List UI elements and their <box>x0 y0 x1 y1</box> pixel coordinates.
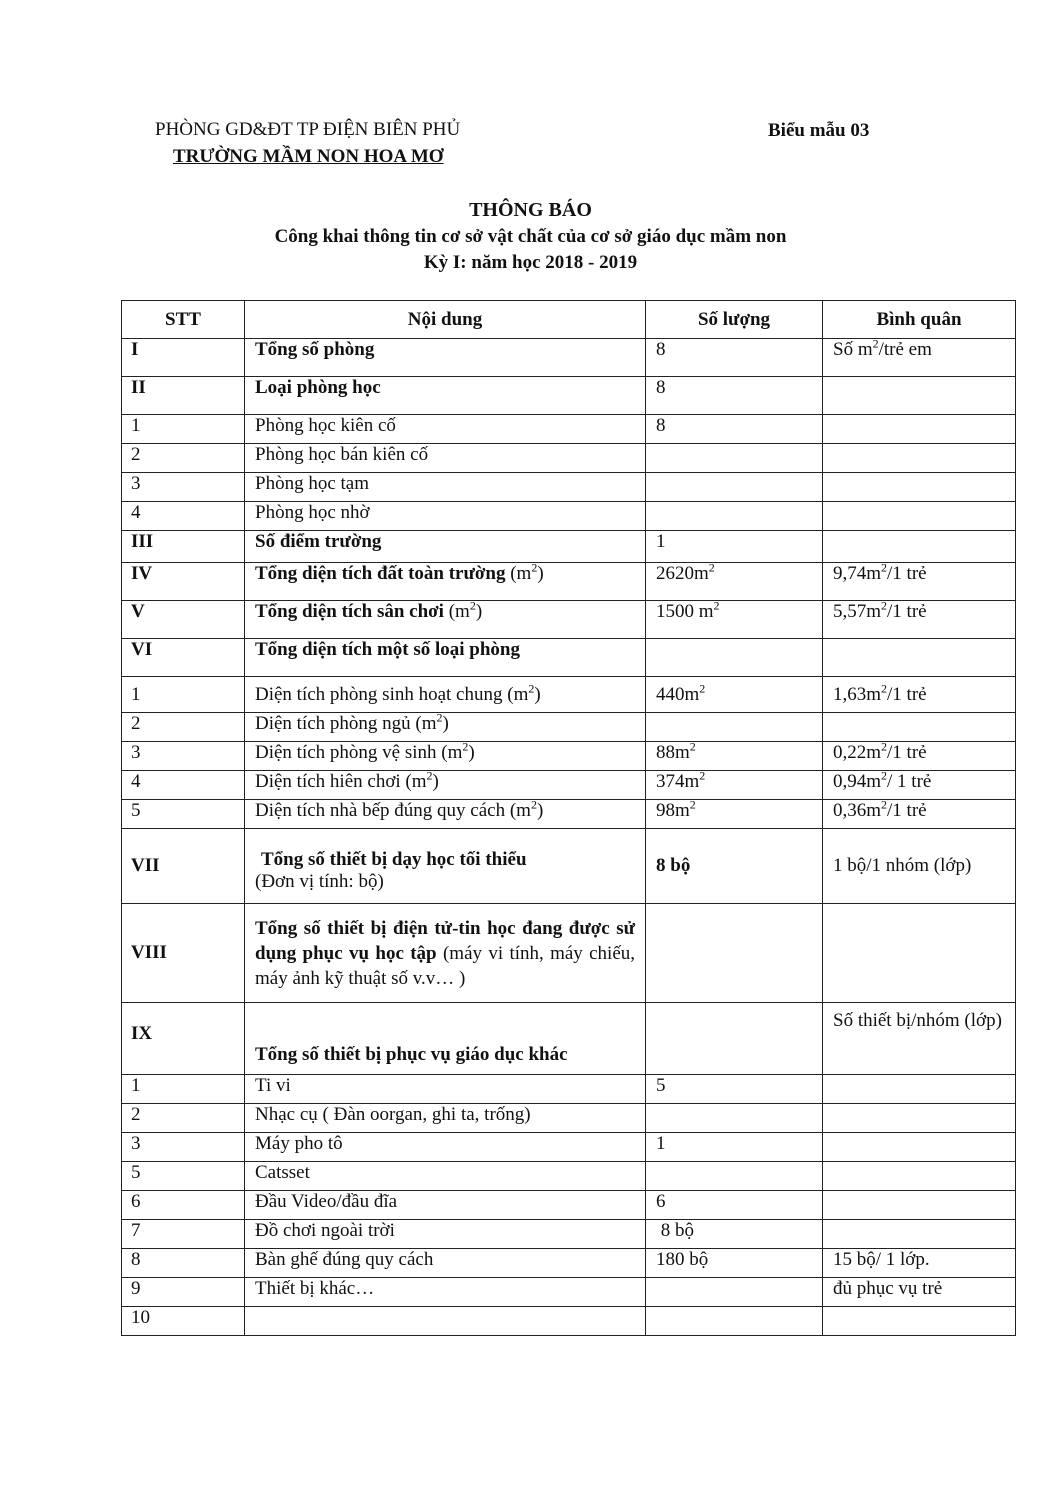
content-sup: 2 <box>436 710 443 725</box>
avg-text: 0,94m <box>833 771 882 792</box>
qty-text: 374m <box>656 771 700 792</box>
avg-text-end: /1 trẻ <box>887 601 927 622</box>
table-row <box>122 1278 1016 1307</box>
row-quantity <box>646 1307 823 1336</box>
content-end: ) <box>468 742 475 763</box>
qty-text: 2620m <box>656 563 709 584</box>
row-content: Đồ chơi ngoài trời <box>245 1220 646 1249</box>
row-quantity <box>646 1104 823 1133</box>
avg-sup: 2 <box>881 681 888 696</box>
row-stt: 4 <box>122 502 245 531</box>
table-row <box>122 1307 1016 1336</box>
table-row <box>122 502 1016 531</box>
unit-text: (m <box>443 601 470 622</box>
table-row <box>122 771 1016 800</box>
row-quantity: 6 <box>646 1191 823 1220</box>
avg-text: Số m <box>833 339 873 360</box>
row-average <box>823 502 1016 531</box>
avg-text-end: /1 trẻ <box>887 563 927 584</box>
table-row <box>122 639 1016 677</box>
table-row <box>122 601 1016 639</box>
content-text: Diện tích hiên chơi (m <box>255 771 427 792</box>
row-stt: 8 <box>122 1249 245 1278</box>
row-stt: 2 <box>122 713 245 742</box>
unit-text: (m <box>505 563 532 584</box>
row-quantity <box>646 677 823 713</box>
row-content <box>245 768 646 800</box>
row-average <box>823 739 1016 771</box>
row-quantity <box>646 473 823 502</box>
row-average <box>823 904 1016 1003</box>
content-note: (Đơn vị tính: bộ) <box>255 871 384 892</box>
row-average <box>823 531 1016 563</box>
qty-sup: 2 <box>699 768 706 783</box>
row-content: Đầu Video/đầu đĩa <box>245 1191 646 1220</box>
row-average <box>823 768 1016 800</box>
qty-text: 98m <box>656 800 690 821</box>
row-content: Phòng học bán kiên cố <box>245 444 646 473</box>
row-quantity <box>646 444 823 473</box>
row-quantity <box>646 904 823 1003</box>
unit-sup: 2 <box>469 598 476 613</box>
row-content: Phòng học tạm <box>245 473 646 502</box>
avg-text: 9,74m <box>833 563 882 584</box>
table-row <box>122 742 1016 771</box>
row-content <box>245 710 646 742</box>
row-stt: 2 <box>122 444 245 473</box>
avg-text-end: / 1 trẻ <box>887 771 932 792</box>
row-stt: V <box>122 601 245 639</box>
unit-end: ) <box>537 563 544 584</box>
row-average <box>823 639 1016 677</box>
table-row <box>122 1104 1016 1133</box>
school-year: Kỳ I: năm học 2018 - 2019 <box>423 252 638 273</box>
row-content: Số điểm trường <box>245 531 646 563</box>
row-average <box>823 473 1016 502</box>
form-label: Biểu mẫu 03 <box>768 120 870 141</box>
unit-sup: 2 <box>531 560 538 575</box>
row-quantity <box>646 768 823 800</box>
row-quantity: 8 <box>646 339 823 377</box>
row-quantity <box>646 1162 823 1191</box>
table-row <box>122 444 1016 473</box>
table-row <box>122 1133 1016 1162</box>
facilities-table <box>121 300 1016 1336</box>
row-average <box>823 1220 1016 1249</box>
row-stt: VII <box>122 829 245 904</box>
row-stt: 4 <box>122 771 245 800</box>
row-average <box>823 1104 1016 1133</box>
content-bold: Tổng số thiết bị dạy học tối thiểu <box>261 849 527 870</box>
content-note: (máy vi tính, máy chiếu, máy ảnh kỹ thuật số v.v… ) <box>255 942 636 989</box>
unit-end: ) <box>475 601 483 622</box>
row-average <box>823 677 1016 713</box>
content-sup: 2 <box>426 768 433 783</box>
content-sup: 2 <box>462 739 469 754</box>
row-average <box>823 1133 1016 1162</box>
header-quantity: Số lượng <box>646 301 823 339</box>
row-average <box>823 598 1016 639</box>
row-quantity <box>646 1003 823 1075</box>
avg-text-end: /trẻ em <box>878 339 932 360</box>
row-average <box>823 797 1016 829</box>
row-content: Bàn ghế đúng quy cách <box>245 1249 646 1278</box>
row-stt: 3 <box>122 742 245 771</box>
row-content: Phòng học nhờ <box>245 502 646 531</box>
avg-text: 5,57m <box>833 601 882 622</box>
row-stt: 3 <box>122 473 245 502</box>
row-stt: 5 <box>122 800 245 829</box>
row-average <box>823 377 1016 415</box>
row-quantity: 8 <box>646 377 823 415</box>
row-content: Nhạc cụ ( Đàn oorgan, ghi ta, trống) <box>245 1104 646 1133</box>
row-content: Catsset <box>245 1162 646 1191</box>
avg-sup: 2 <box>881 739 888 754</box>
row-content <box>245 1307 646 1336</box>
row-quantity: 1 <box>646 1133 823 1162</box>
avg-sup: 2 <box>881 598 888 613</box>
row-quantity <box>646 598 823 639</box>
qty-text: 1500 m <box>656 601 714 622</box>
row-stt: I <box>122 339 245 377</box>
content-bold: Tổng diện tích sân chơi <box>255 601 444 622</box>
school-name: TRƯỜNG MẦM NON HOA MƠ <box>173 146 444 167</box>
row-stt: 5 <box>122 1162 245 1191</box>
row-content <box>245 739 646 771</box>
avg-text: 1,63m <box>833 683 882 705</box>
table-row <box>122 713 1016 742</box>
header-content: Nội dung <box>245 301 646 339</box>
row-content: Thiết bị khác… <box>245 1278 646 1307</box>
avg-text: 0,36m <box>833 800 882 821</box>
row-average <box>823 713 1016 742</box>
row-content: Loại phòng học <box>245 377 646 415</box>
table-row <box>122 415 1016 444</box>
row-stt: 9 <box>122 1278 245 1307</box>
table-row <box>122 1220 1016 1249</box>
row-stt: 3 <box>122 1133 245 1162</box>
table-row <box>122 1162 1016 1191</box>
content-sup: 2 <box>530 797 537 812</box>
row-stt: 6 <box>122 1191 245 1220</box>
table-header-row <box>122 301 1016 339</box>
row-stt: VI <box>122 639 245 677</box>
row-quantity: 8 bộ <box>646 1220 823 1249</box>
avg-text: 0,22m <box>833 742 882 763</box>
row-average <box>823 415 1016 444</box>
table-row <box>122 800 1016 829</box>
qty-sup: 2 <box>708 560 715 575</box>
row-stt: II <box>122 377 245 415</box>
content-bold: Tổng số thiết bị điện tử-tin học đang được sử dụng phục vụ học tập <box>255 917 635 964</box>
row-average: 1 bộ/1 nhóm (lớp) <box>823 829 1016 904</box>
avg-text-end: /1 trẻ <box>887 800 927 821</box>
department-name: PHÒNG GD&ĐT TP ĐIỆN BIÊN PHỦ <box>155 119 461 140</box>
row-average <box>823 1075 1016 1104</box>
table-row <box>122 1003 1016 1075</box>
row-content: Tổng số phòng <box>245 339 646 377</box>
row-quantity <box>646 797 823 829</box>
row-average <box>823 560 1016 601</box>
row-content: Phòng học kiên cố <box>245 415 646 444</box>
row-content: Ti vi <box>245 1075 646 1104</box>
table-row <box>122 531 1016 563</box>
qty-text: 440m <box>656 683 700 705</box>
row-stt: VIII <box>122 904 245 1003</box>
row-quantity: 5 <box>646 1075 823 1104</box>
content-bold: Tổng diện tích đất toàn trường <box>255 563 506 584</box>
row-average <box>823 1307 1016 1336</box>
table-row <box>122 563 1016 601</box>
row-content <box>245 829 646 904</box>
row-content <box>245 677 646 713</box>
qty-sup: 2 <box>689 739 696 754</box>
content-end: ) <box>432 771 439 792</box>
row-average <box>823 1191 1016 1220</box>
row-content: Máy pho tô <box>245 1133 646 1162</box>
content-end: ) <box>534 683 541 705</box>
row-stt: 1 <box>122 415 245 444</box>
header-stt: STT <box>122 301 245 339</box>
table-row <box>122 829 1016 904</box>
notice-title: THÔNG BÁO <box>469 199 592 221</box>
row-quantity <box>646 502 823 531</box>
row-content <box>245 904 646 1003</box>
table-row <box>122 473 1016 502</box>
row-content: Tổng diện tích một số loại phòng <box>245 639 646 677</box>
row-quantity <box>646 713 823 742</box>
row-average <box>823 336 1016 377</box>
table-row <box>122 377 1016 415</box>
row-quantity: 8 <box>646 415 823 444</box>
row-quantity <box>646 560 823 601</box>
row-average: 15 bộ/ 1 lớp. <box>823 1249 1016 1278</box>
content-sup: 2 <box>528 681 535 696</box>
notice-subtitle: Công khai thông tin cơ sở vật chất của cơ sở giáo dục mầm non <box>274 226 787 247</box>
row-quantity <box>646 739 823 771</box>
avg-text-end: /1 trẻ <box>887 683 927 705</box>
content-text: Diện tích phòng vệ sinh (m <box>255 742 463 763</box>
row-content <box>245 598 646 639</box>
row-quantity <box>646 639 823 677</box>
table-row <box>122 339 1016 377</box>
table-row <box>122 1249 1016 1278</box>
row-stt: 10 <box>122 1307 245 1336</box>
content-end: ) <box>536 800 544 821</box>
avg-sup: 2 <box>881 797 888 812</box>
row-quantity: 8 bộ <box>646 829 823 904</box>
qty-text: 88m <box>656 742 690 763</box>
row-average: đủ phục vụ trẻ <box>823 1278 1016 1307</box>
row-stt: 2 <box>122 1104 245 1133</box>
row-stt: 1 <box>122 1075 245 1104</box>
content-text: Diện tích nhà bếp đúng quy cách (m <box>255 800 531 821</box>
row-content <box>245 560 646 601</box>
row-stt: 1 <box>122 677 245 713</box>
row-average <box>823 444 1016 473</box>
row-quantity: 180 bộ <box>646 1249 823 1278</box>
avg-sup: 2 <box>872 336 879 351</box>
avg-text-end: /1 trẻ <box>887 742 927 763</box>
table-row <box>122 677 1016 713</box>
row-quantity <box>646 1278 823 1307</box>
qty-sup: 2 <box>713 598 720 613</box>
avg-sup: 2 <box>881 768 888 783</box>
avg-sup: 2 <box>881 560 888 575</box>
table-row <box>122 904 1016 1003</box>
row-average <box>823 1162 1016 1191</box>
row-stt: IX <box>122 1003 245 1075</box>
row-stt: III <box>122 531 245 563</box>
row-quantity: 1 <box>646 531 823 563</box>
table-row <box>122 1191 1016 1220</box>
row-stt: 7 <box>122 1220 245 1249</box>
qty-sup: 2 <box>699 681 706 696</box>
content-end: ) <box>442 713 449 734</box>
row-average: Số thiết bị/nhóm (lớp) <box>823 1003 1016 1075</box>
row-content <box>245 797 646 829</box>
header-average: Bình quân <box>823 301 1016 339</box>
row-stt: IV <box>122 563 245 601</box>
qty-sup: 2 <box>689 797 696 812</box>
content-text: Diện tích phòng sinh hoạt chung (m <box>255 683 529 705</box>
table-row <box>122 1075 1016 1104</box>
row-content: Tổng số thiết bị phục vụ giáo dục khác <box>245 1003 646 1075</box>
content-text: Diện tích phòng ngủ (m <box>255 713 437 734</box>
